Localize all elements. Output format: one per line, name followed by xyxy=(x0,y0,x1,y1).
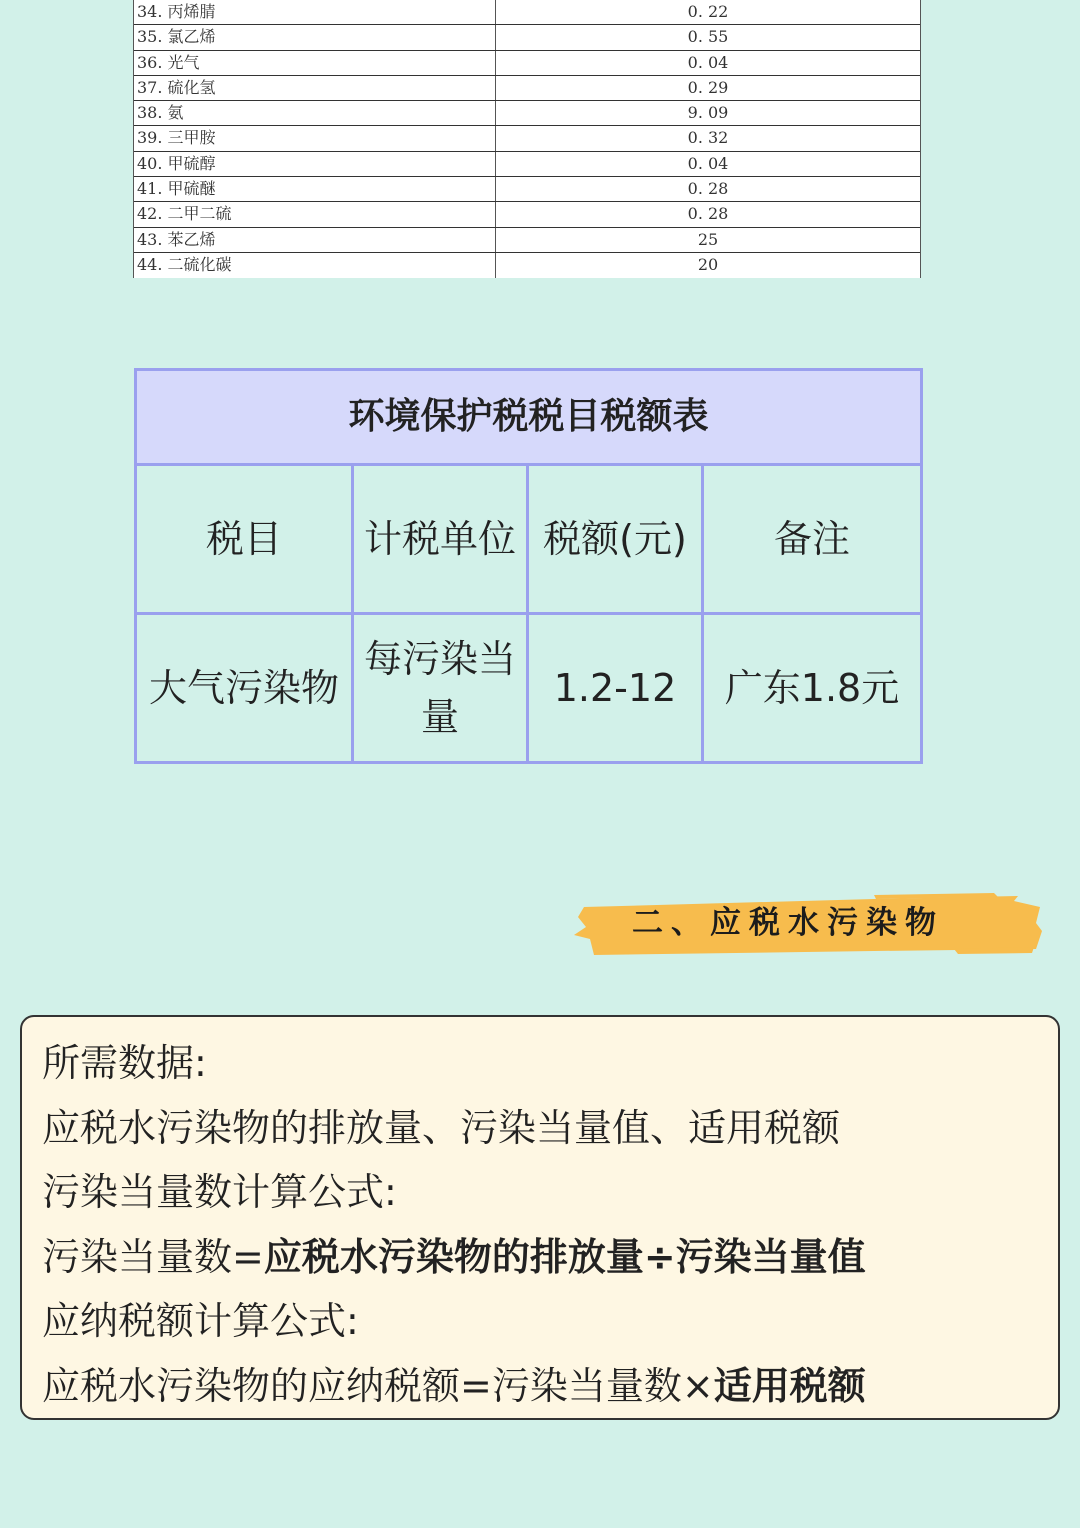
cell-tax-amount: 1.2-12 xyxy=(528,614,703,763)
equivalent-formula-right: 应税水污染物的排放量÷污染当量值 xyxy=(263,1234,866,1279)
table-row xyxy=(134,126,920,151)
pollutant-value: 0. 04 xyxy=(687,153,729,173)
table-row xyxy=(134,202,920,227)
pollutant-value: 0. 28 xyxy=(687,204,729,224)
pollutant-value: 0. 28 xyxy=(687,179,729,199)
required-data-text: 应税水污染物的排放量、污染当量值、适用税额 xyxy=(42,1105,841,1150)
tax-table-title: 环境保护税税目税额表 xyxy=(136,370,922,465)
cell-tax-item: 大气污染物 xyxy=(136,614,353,763)
pollutant-name: 37. 硫化氢 xyxy=(134,76,496,100)
pollutant-name: 42. 二甲二硫 xyxy=(134,202,496,226)
pollutant-name: 44. 二硫化碳 xyxy=(134,253,496,278)
pollutant-name: 36. 光气 xyxy=(134,51,496,75)
pollutant-value: 0. 04 xyxy=(687,52,729,72)
cell-tax-unit: 每污染当量 xyxy=(353,614,528,763)
table-row xyxy=(134,51,920,76)
table-row xyxy=(134,253,920,278)
pollutant-equivalent-table xyxy=(133,0,921,278)
equivalent-formula-left: 污染当量数= xyxy=(42,1234,264,1279)
header-tax-amount: 税额(元) xyxy=(528,465,703,614)
pollutant-name: 43. 苯乙烯 xyxy=(134,228,496,252)
header-tax-item: 税目 xyxy=(136,465,353,614)
pollutant-name: 34. 丙烯腈 xyxy=(134,0,496,24)
pollutant-name: 40. 甲硫醇 xyxy=(134,152,496,176)
tax-formula xyxy=(42,1354,1038,1419)
table-row xyxy=(134,76,920,101)
pollutant-name: 35. 氯乙烯 xyxy=(134,25,496,49)
pollutant-name: 39. 三甲胺 xyxy=(134,126,496,150)
pollutant-value: 0. 29 xyxy=(687,77,729,97)
equivalent-formula xyxy=(42,1225,1038,1290)
tax-formula-right: 适用税额 xyxy=(713,1363,866,1408)
section-heading xyxy=(574,893,1042,957)
pollutant-name: 41. 甲硫醚 xyxy=(134,177,496,201)
required-data-label: 所需数据: xyxy=(42,1041,207,1085)
table-row xyxy=(134,25,920,50)
pollutant-name: 38. 氨 xyxy=(134,101,496,125)
equivalent-formula-label: 污染当量数计算公式: xyxy=(42,1170,397,1215)
pollutant-value: 0. 22 xyxy=(687,2,729,21)
pollutant-value: 0. 55 xyxy=(687,27,729,47)
tax-rate-table xyxy=(134,368,923,764)
tax-formula-left: 应税水污染物的应纳税额=污染当量数× xyxy=(42,1363,714,1408)
section-heading-text: 二、应税水污染物 xyxy=(632,905,944,941)
pollutant-value: 9. 09 xyxy=(687,103,729,123)
table-row xyxy=(134,177,920,202)
header-tax-unit: 计税单位 xyxy=(353,465,528,614)
pollutant-value: 0. 32 xyxy=(687,128,729,148)
table-row xyxy=(134,0,920,25)
pollutant-value: 25 xyxy=(697,229,719,249)
pollutant-value: 20 xyxy=(697,254,719,274)
header-remark: 备注 xyxy=(703,465,922,614)
table-row xyxy=(134,101,920,126)
formula-info-card xyxy=(20,1015,1060,1420)
tax-formula-label: 应纳税额计算公式: xyxy=(42,1299,359,1344)
cell-remark: 广东1.8元 xyxy=(703,614,922,763)
table-row xyxy=(134,228,920,253)
table-row xyxy=(134,152,920,177)
